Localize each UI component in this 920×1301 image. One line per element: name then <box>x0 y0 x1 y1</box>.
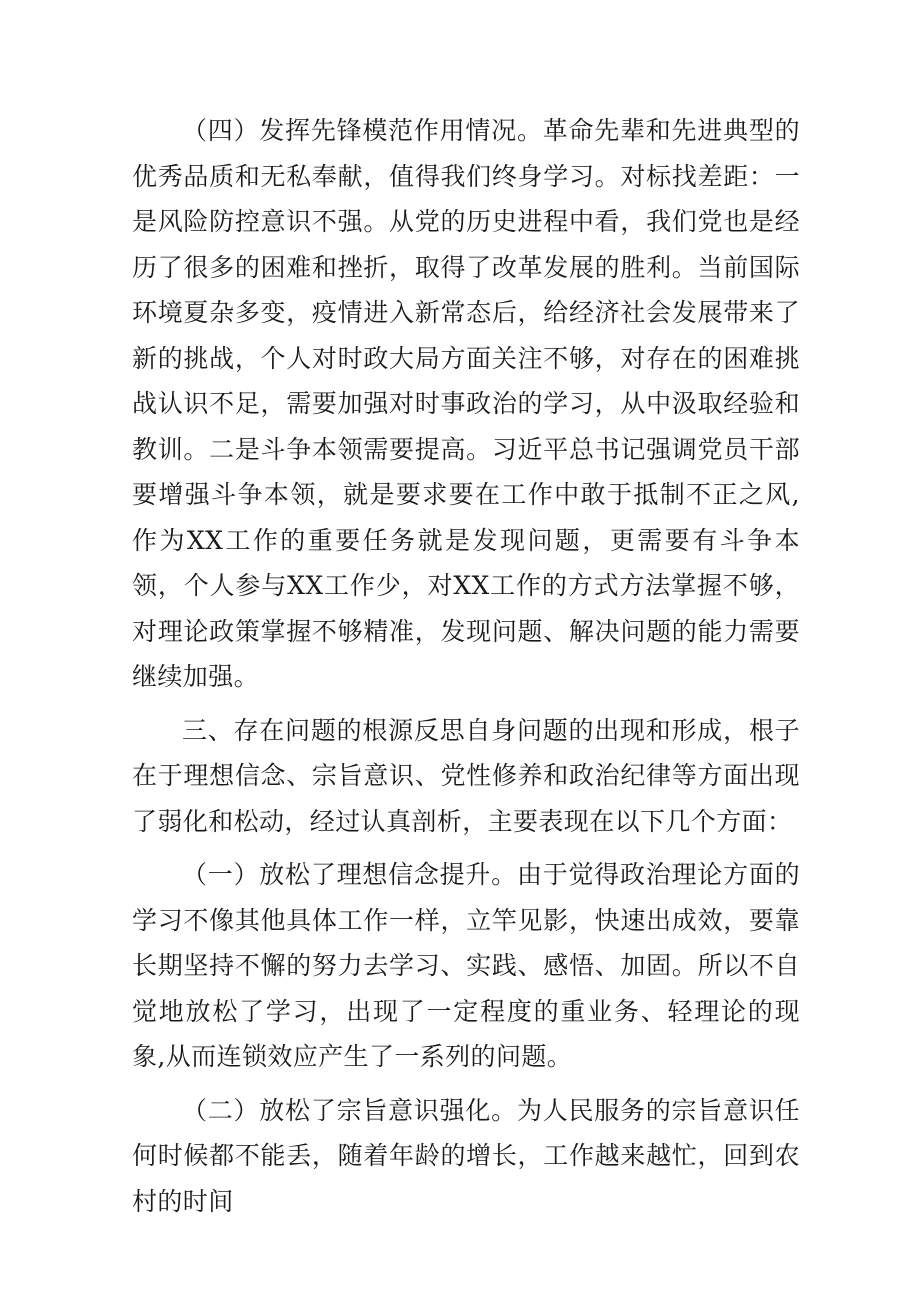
section-heading-root-causes: 三、存在问题的根源反思自身问题的出现和形成，根子在于理想信念、宗旨意识、党性修养和政治纪律等方面出现了弱化和松动，经过认真剖析，主要表现在以下几个方面： <box>132 715 800 836</box>
document-body <box>132 108 800 1224</box>
paragraph-pioneer-role: （四）发挥先锋模范作用情况。革命先辈和先进典型的优秀品质和无私奉献，值得我们终身学习。对标找差距：一是风险防控意识不强。从党的历史进程中看，我们党也是经历了很多的困难和挫折，取得了改革发展的胜利。当前国际环境夏杂多变，疫情进入新常态后，给经济社会发展带来了新的挑战，个人对时政大局方面关注不够，对存在的困难挑战认识不足，需要加强对时事政治的学习，从中汲取经验和教训。二是斗争本领需要提高。习近平总书记强调党员干部要增强斗争本领，就是要求要在工作中敢于抵制不正之风,作为XX工作的重要任务就是发现问题，更需要有斗争本领，个人参与XX工作少，对XX工作的方式方法掌握不够，对理论政策掌握不够精准，发现问题、解决问题的能力需要继续加强。 <box>132 116 800 691</box>
paragraph-ideals-beliefs: （一）放松了理想信念提升。由于觉得政治理论方面的学习不像其他具体工作一样，立竿见影，快速出成效，要靠长期坚持不懈的努力去学习、实践、感悟、加固。所以不自觉地放松了学习，出现了一定程度的重业务、轻理论的现象,从而连锁效应产生了一系列的问题。 <box>132 860 800 1071</box>
paragraph-purpose-awareness: （二）放松了宗旨意识强化。为人民服务的宗旨意识任何时候都不能丢，随着年龄的增长，工作越来越忙，回到农村的时间 <box>132 1095 800 1216</box>
